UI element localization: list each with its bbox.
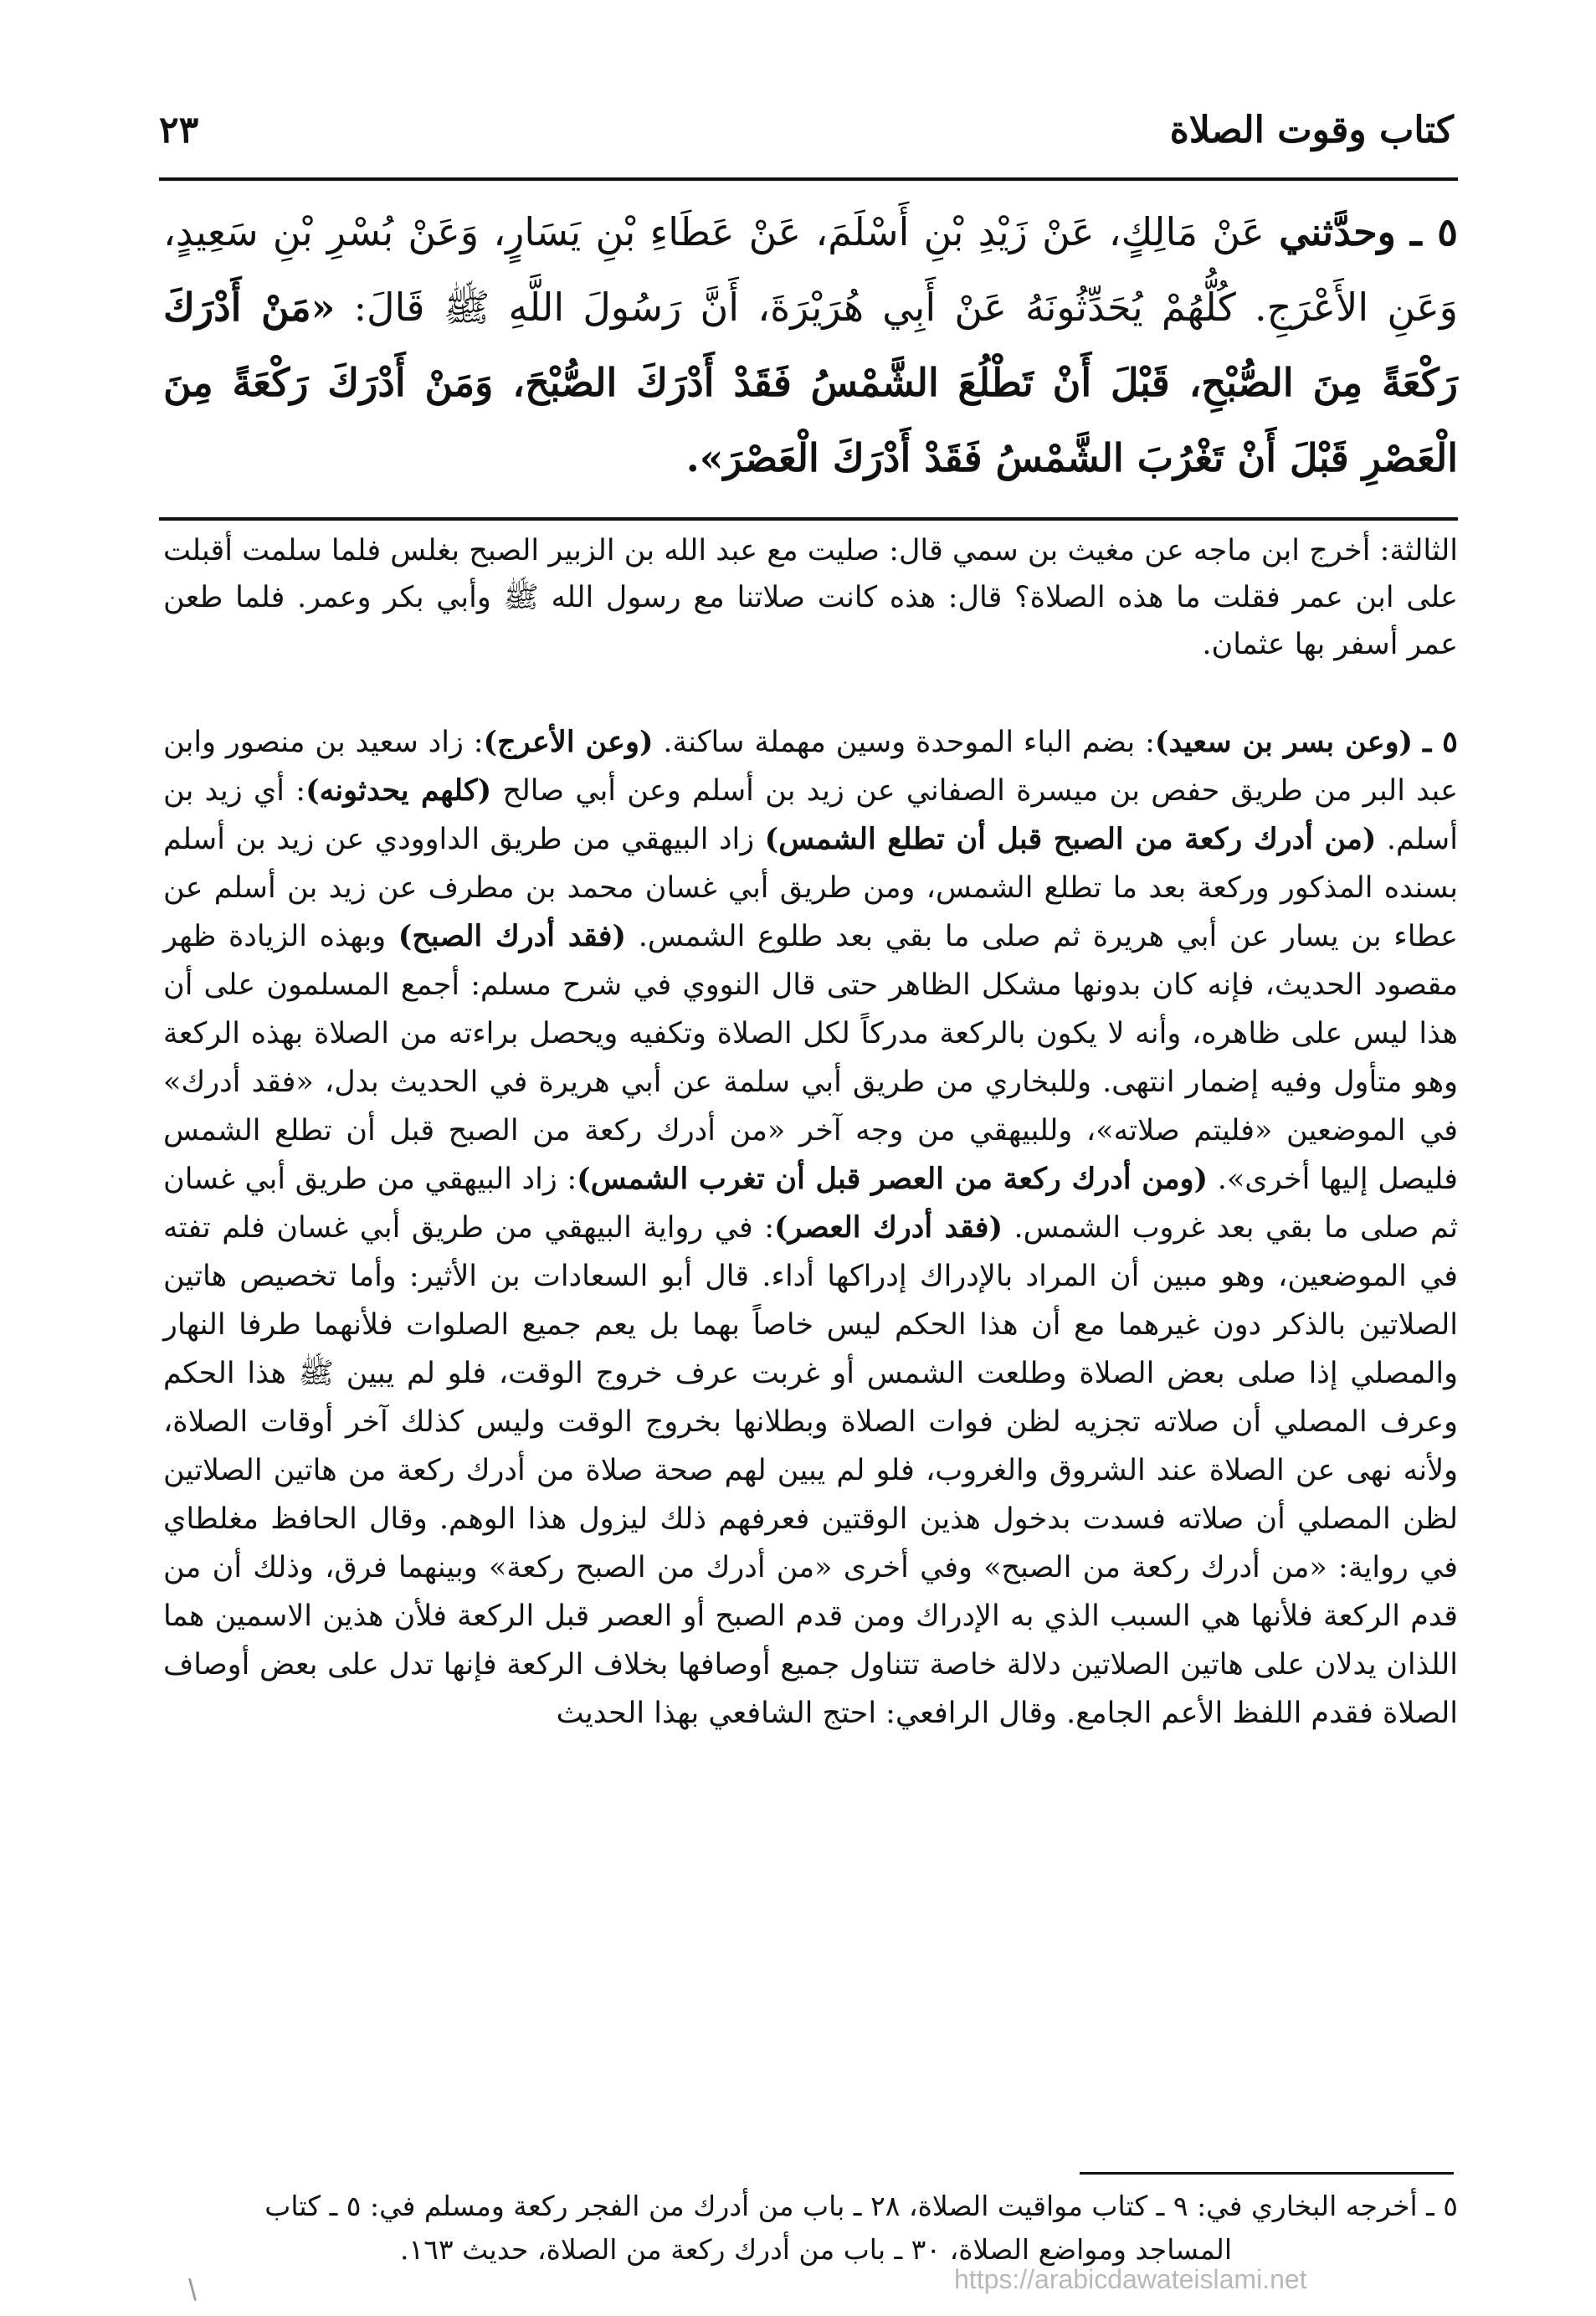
keyword-asr-rakah: (ومن أدرك ركعة من العصر قبل أن تغرب الشمس) [577, 1162, 1209, 1196]
page-number: ٢٣ [159, 109, 199, 151]
watermark-url: https://arabicdawateislami.net [954, 2264, 1307, 2294]
commentary-text: : زاد سعيد بن منصور وابن عبد البر من طريق حفص بن ميسرة الصفاني عن زيد بن أسلم وعن أبي صالح [163, 726, 1459, 808]
keyword-araj: (وعن الأعرج) [483, 725, 654, 759]
commentary [163, 718, 1458, 1738]
keyword-kulluhum: (كلهم يحدثونه) [305, 773, 492, 808]
keyword-busr: (وعن بسر بن سعيد) [1154, 725, 1414, 759]
hadith-matn: «مَنْ أَدْرَكَ رَكْعَةً مِنَ الصُّبْحِ، قَبْلَ أَنْ تَطْلُعَ الشَّمْسُ فَقَدْ أَدْرَكَ الصُّبْحَ، وَمَنْ أَدْرَكَ رَكْعَةً مِنَ الْعَصْرِ قَبْلَ أَنْ تَغْرُبَ الشَّمْسُ فَقَدْ أَدْرَكَ الْعَصْرَ». [163, 285, 1458, 480]
hadith-number: ٥ ـ [1410, 209, 1458, 254]
hadith-lead: وحدَّثني [1279, 209, 1396, 254]
commentary-text: : زاد البيهقي من طريق أبي غسان ثم صلى ما بقي بعد غروب الشمس. [163, 1163, 1458, 1245]
commentary-text: وبهذه الزيادة ظهر مقصود الحديث، فإنه كان بدونها مشكل الظاهر حتى قال النووي في شرح مسلم: أجمع المسلمون على أن هذا ليس على ظاهره، وأنه لا يكون بالركعة مدركاً لكل الصلاة وتكفيه ويحصل براءته من الصلاة بهذه الركعة وهو متأول وفيه إضمار انتهى. وللبخاري من طريق أبي سلمة عن أبي هريرة في الحديث بدل، «فقد أدرك» في الموضعين «فليتم صلاته»، وللبيهقي من وجه آخر «من أدرك ركعة من الصبح قبل أن تطلع الشمس فليصل إليها أخرى». [163, 920, 1458, 1196]
hadith-chain: عَنْ مَالِكٍ، عَنْ زَيْدِ بْنِ أَسْلَمَ، عَنْ عَطَاءِ بْنِ يَسَارٍ، وَعَنْ بُسْرِ بْنِ سَعِيدٍ، وَعَنِ الأَعْرَجِ. كُلُّهُمْ يُحَدِّثُونَهُ عَنْ أَبِي هُرَيْرَةَ، أَنَّ رَسُولَ اللَّهِ ﷺ قَالَ: [163, 209, 1458, 330]
footnote [163, 2185, 1458, 2272]
section-rule [159, 517, 1458, 521]
hadith-text [163, 194, 1458, 496]
commentary-text: : بضم الباء الموحدة وسين مهملة ساكنة. [663, 726, 1155, 759]
page-header [159, 109, 1454, 167]
keyword-adraka-subh: (فقد أدرك الصبح) [398, 919, 627, 953]
commentary-text: : أي زيد بن أسلم. [163, 774, 1458, 856]
keyword-adraka-asr: (فقد أدرك العصر) [774, 1210, 1003, 1245]
note-three: الثالثة: أخرج ابن ماجه عن مغيث بن سمي قال: صليت مع عبد الله بن الزبير الصبح بغلس فلما سلمت أقبلت على ابن عمر فقلت ما هذه الصلاة؟ قال: هذه كانت صلاتنا مع رسول الله ﷺ وأبي بكر وعمر. فلما طعن عمر أسفر بها عثمان. [163, 534, 1458, 661]
footnote-line-2: المساجد ومواضع الصلاة، ٣٠ ـ باب من أدرك ركعة من الصلاة، حديث ١٦٣. [399, 2233, 1232, 2266]
footnote-rule [1080, 2172, 1454, 2175]
keyword-subh-rakah: (من أدرك ركعة من الصبح قبل أن تطلع الشمس) [764, 822, 1377, 856]
commentary-text: زاد البيهقي من طريق الداوودي عن زيد بن أسلم بسنده المذكور وركعة بعد ما تطلع الشمس، ومن طريق أبي غسان محمد بن مطرف عن زيد بن أسلم عن عطاء بن يسار عن أبي هريرة ثم صلى ما بقي بعد طلوع الشمس. [163, 823, 1458, 953]
commentary-number: ٥ ـ [1422, 725, 1458, 759]
margin-mark: \ [188, 2272, 198, 2307]
chapter-title: كتاب وقوت الصلاة [1169, 109, 1454, 151]
commentary-text: : في رواية البيهقي من طريق أبي غسان فلم تفته في الموضعين، وهو مبين أن المراد بالإدراك إدراكها أداء. قال أبو السعادات بن الأثير: وأما تخصيص هاتين الصلاتين بالذكر دون غيرهما مع أن هذا الحكم ليس خاصاً بهما بل يعم جميع الصلوات فلأنهما طرفا النهار والمصلي إذا صلى بعض الصلاة وطلعت الشمس أو غربت عرف خروج الوقت، فلو لم يبين ﷺ هذا الحكم وعرف المصلي أن صلاته تجزيه لظن فوات الصلاة وبطلانها بخروج الوقت وليس كذلك آخر أوقات الصلاة، ولأنه نهى عن الصلاة عند الشروق والغروب، فلو لم يبين لهم صحة صلاة من أدرك ركعة من هاتين الصلاتين لظن المصلي أن صلاته فسدت بدخول هذين الوقتين فعرفهم ذلك ليزول هذا الوهم. وقال الحافظ مغلطاي في رواية: «من أدرك ركعة من الصبح» وفي أخرى «من أدرك من الصبح ركعة» وبينهما فرق، وذلك أن من قدم الركعة فلأنها هي السبب الذي به الإدراك ومن قدم الصبح أو العصر قبل الركعة فلأن هذين الاسمين هما اللذان يدلان على هاتين الصلاتين دلالة خاصة تتناول جميع أوصافها بخلاف الركعة فإنها تدل على بعض أوصاف الصلاة فقدم اللفظ الأعم الجامع. وقال الرافعي: احتج الشافعي بهذا الحديث [163, 1211, 1458, 1730]
header-rule [159, 177, 1458, 181]
footnote-line-1: ٥ ـ أخرجه البخاري في: ٩ ـ كتاب مواقيت الصلاة، ٢٨ ـ باب من أدرك من الفجر ركعة ومسلم في: ٥ ـ كتاب [264, 2190, 1458, 2222]
